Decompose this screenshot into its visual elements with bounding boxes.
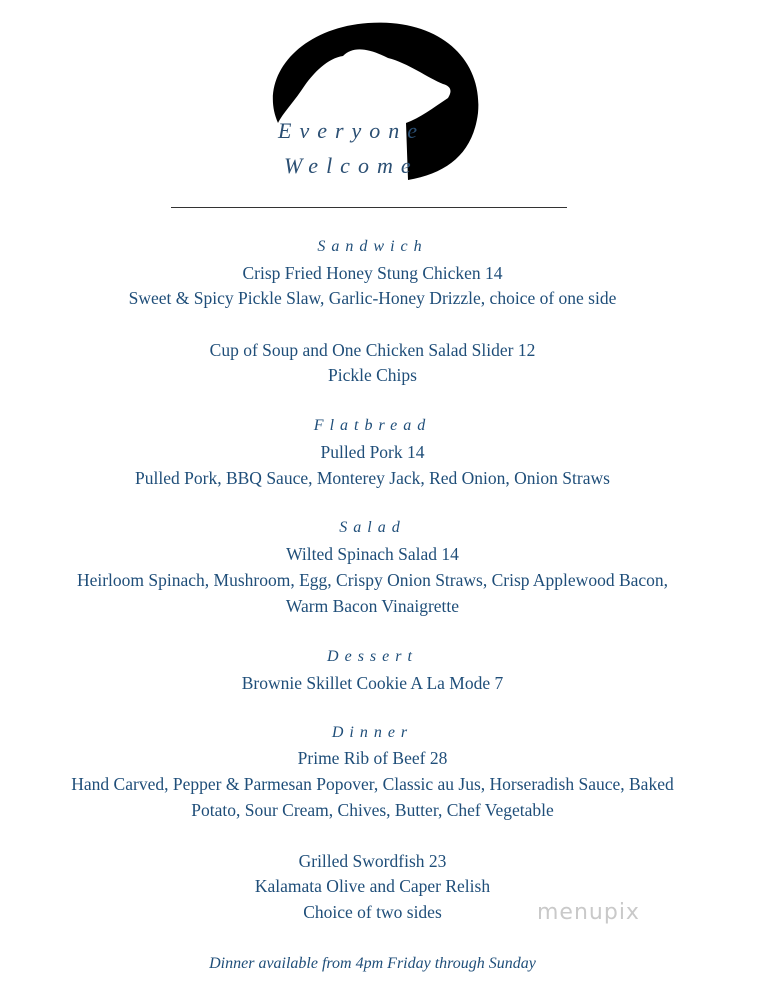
menu-item-desc: Sweet & Spicy Pickle Slaw, Garlic-Honey Drizzle, choice of one side [128,288,617,308]
menu-item: Grilled Swordfish 23 [298,851,447,871]
menu-item: Brownie Skillet Cookie A La Mode 7 [241,673,504,693]
menu-item-desc: Pulled Pork, BBQ Sauce, Monterey Jack, Red Onion, Onion Straws [135,468,610,488]
section-heading: Salad [339,519,406,536]
section-heading: Flatbread [313,417,432,434]
tagline-everyone: Everyone [278,118,426,143]
footer-note: Dinner available from 4pm Friday through Sunday [209,955,536,972]
menu-item: Wilted Spinach Salad 14 [286,544,459,564]
watermark: menupix [537,900,640,925]
menu-item: Pulled Pork 14 [320,442,425,462]
section-heading: Dinner [331,724,414,741]
menu-item: Crisp Fried Honey Stung Chicken 14 [242,263,503,283]
menu-item-desc: Hand Carved, Pepper & Parmesan Popover, Classic au Jus, Horseradish Sauce, Baked [71,774,674,794]
menu-item-desc: Warm Bacon Vinaigrette [285,596,460,616]
menu-item-desc: Pickle Chips [328,365,417,385]
tagline-welcome: Welcome [284,153,419,178]
menu-item: Cup of Soup and One Chicken Salad Slider 12 [209,340,536,360]
section-heading: Dessert [327,648,418,665]
divider [171,207,567,208]
section-heading: Sandwich [317,238,428,255]
menu-item-desc: Potato, Sour Cream, Chives, Butter, Chef Vegetable [191,800,554,820]
menu-item-desc: Kalamata Olive and Caper Relish [254,876,491,896]
menu-item-desc: Choice of two sides [303,902,442,922]
menu-item: Prime Rib of Beef 28 [297,748,448,768]
menu-item-desc: Heirloom Spinach, Mushroom, Egg, Crispy Onion Straws, Crisp Applewood Bacon, [76,570,669,590]
